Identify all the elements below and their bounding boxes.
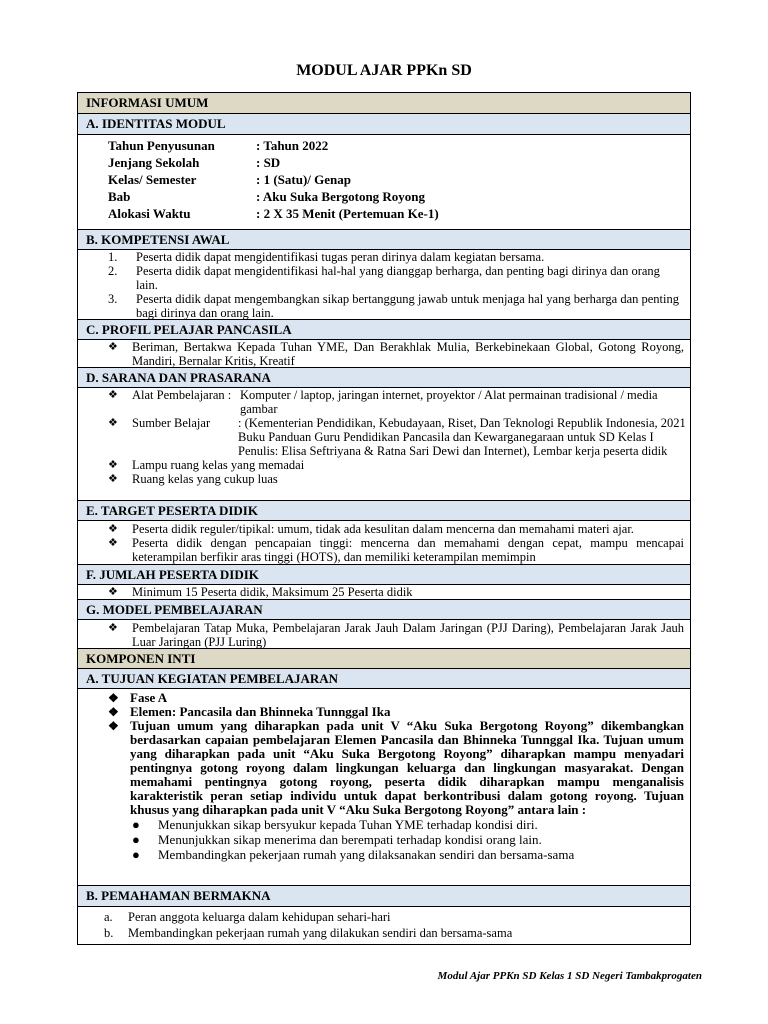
list-item: ❖ Alat Pembelajaran : Komputer / laptop, jaringan internet, proyektor / Alat permainan tradisional / media gambar: [108, 388, 658, 416]
list-item: ❖ Fase A: [108, 690, 168, 705]
list-item: ❖ Ruang kelas yang cukup luas: [108, 472, 278, 486]
tujuan-kegiatan-header: A. TUJUAN KEGIATAN PEMBELAJARAN: [78, 669, 690, 689]
page-footer: Modul Ajar PPKn SD Kelas 1 SD Negeri Tambakprogaten: [437, 970, 702, 982]
bullet-dot-icon: ●: [132, 847, 140, 862]
identitas-modul-header: A. IDENTITAS MODUL: [78, 114, 690, 135]
profil-pelajar-section: [78, 340, 690, 368]
pemahaman-bermakna-list: [78, 907, 690, 945]
komponen-inti-header: KOMPONEN INTI: [78, 649, 690, 669]
list-item: a. Peran anggota keluarga dalam kehidupan sehari-hari: [104, 910, 391, 924]
target-peserta-header: E. TARGET PESERTA DIDIK: [78, 501, 690, 521]
list-item: ❖ Peserta didik reguler/tipikal: umum, tidak ada kesulitan dalam mencerna dan memahami materi ajar.: [108, 522, 634, 536]
identitas-row: Bab : Aku Suka Bergotong Royong: [108, 189, 426, 204]
kompetensi-awal-list: [78, 250, 690, 320]
module-table: [77, 92, 691, 945]
model-pembelajaran-section: [78, 620, 690, 649]
diamond-bullet-icon: ❖: [108, 389, 118, 401]
list-item: ● Menunjukkan sikap menerima dan berempati terhadap kondisi orang lain.: [132, 832, 542, 847]
target-peserta-section: [78, 521, 690, 565]
list-item: ❖ Elemen: Pancasila dan Bhinneka Tunnggal Ika: [108, 704, 391, 719]
profil-pelajar-header: C. PROFIL PELAJAR PANCASILA: [78, 320, 690, 340]
diamond-bullet-icon: ❖: [108, 523, 118, 535]
sarana-prasarana-header: D. SARANA DAN PRASARANA: [78, 368, 690, 388]
bullet-dot-icon: ●: [132, 832, 140, 847]
tujuan-kegiatan-section: [78, 689, 690, 886]
list-item: ❖ Peserta didik dengan pencapaian tinggi: mencerna dan memahami dengan cepat, mampu mencapai keterampilan berfikir aras tinggi (HOTS), dan memiliki keterampilan memimpin: [108, 536, 684, 564]
diamond-bullet-icon: ❖: [108, 622, 118, 634]
list-item: ❖ Minimum 15 Peserta didik, Maksimum 25 Peserta didik: [108, 585, 413, 599]
diamond-bullet-icon: ❖: [108, 459, 118, 471]
list-item: 2. Peserta didik dapat mengidentifikasi hal-hal yang dianggap berharga, dan penting bagi dirinya dan orang lain.: [108, 264, 660, 292]
identitas-row: Kelas/ Semester : 1 (Satu)/ Genap: [108, 172, 351, 187]
identitas-row: Jenjang Sekolah : SD: [108, 155, 281, 170]
list-item: ● Membandingkan pekerjaan rumah yang dilaksanakan sendiri dan bersama-sama: [132, 847, 575, 862]
document-title: MODUL AJAR PPKn SD: [296, 62, 472, 79]
diamond-bullet-icon: ❖: [108, 719, 119, 733]
list-item: ❖ Sumber Belajar : (Kementerian Pendidikan, Kebudayaan, Riset, Dan Teknologi Republik Indonesia, 2021 Buku Panduan Guru Pendidikan Pancasila dan Kewarganegaraan untuk SD Kelas I Penulis: Elisa Seftriyana & Ratna Sari Dewi dan Internet), Lembar kerja peserta didik: [108, 416, 686, 458]
identitas-row: Tahun Penyusunan : Tahun 2022: [108, 138, 329, 153]
informasi-umum-header: INFORMASI UMUM: [78, 93, 690, 114]
bullet-dot-icon: ●: [132, 817, 140, 832]
list-item: ❖ Lampu ruang kelas yang memadai: [108, 458, 305, 472]
diamond-bullet-icon: ❖: [108, 537, 118, 549]
diamond-bullet-icon: ❖: [108, 417, 118, 429]
model-pembelajaran-header: G. MODEL PEMBELAJARAN: [78, 600, 690, 620]
identitas-modul-section: [78, 135, 690, 230]
list-item: ❖ Beriman, Bertakwa Kepada Tuhan YME, Dan Berakhlak Mulia, Berkebinekaan Global, Gotong Royong, Mandiri, Bernalar Kritis, Kreatif: [108, 340, 684, 368]
diamond-bullet-icon: ❖: [108, 705, 119, 719]
list-item: b. Membandingkan pekerjaan rumah yang dilakukan sendiri dan bersama-sama: [104, 926, 513, 940]
diamond-bullet-icon: ❖: [108, 586, 118, 598]
list-item: ❖ Tujuan umum yang diharapkan pada unit V “Aku Suka Bergotong Royong” dikembangkan berdasarkan capaian pembelajaran Elemen Pancasila dan Bhinneka Tunnggal Ika. Tujuan umum yang diharapkan pada unit “Aku Suka Bergotong Royong” diharapkan mampu menyadari pentingnya gotong royong dalam lingkungan keluarga dan lingkungan masyarakat. Dengan memahami pentingnya gotong royong, peserta didik diharapkan mampu menganalisis karakteristik peran setiap individu untuk dapat berkontribusi dalam gotong royong. Tujuan khusus yang diharapkan pada unit V “Aku Suka Bergotong Royong” antara lain :: [108, 718, 684, 817]
pemahaman-bermakna-header: B. PEMAHAMAN BERMAKNA: [78, 886, 690, 907]
kompetensi-awal-header: B. KOMPETENSI AWAL: [78, 230, 690, 250]
diamond-bullet-icon: ❖: [108, 473, 118, 485]
identitas-row: Alokasi Waktu : 2 X 35 Menit (Pertemuan Ke-1): [108, 206, 439, 221]
jumlah-peserta-section: [78, 585, 690, 600]
sarana-prasarana-section: [78, 388, 690, 501]
diamond-bullet-icon: ❖: [108, 691, 119, 705]
list-item: 3. Peserta didik dapat mengembangkan sikap bertanggung jawab untuk menjaga hal yang berharga dan penting bagi dirinya dan orang lain.: [108, 292, 680, 320]
list-item: ❖ Pembelajaran Tatap Muka, Pembelajaran Jarak Jauh Dalam Jaringan (PJJ Daring), Pembelajaran Jarak Jauh Luar Jaringan (PJJ Luring): [108, 621, 684, 649]
list-item: 1. Peserta didik dapat mengidentifikasi tugas peran dirinya dalam kegiatan bersama.: [108, 250, 545, 264]
jumlah-peserta-header: F. JUMLAH PESERTA DIDIK: [78, 565, 690, 585]
diamond-bullet-icon: ❖: [108, 341, 118, 353]
list-item: ● Menunjukkan sikap bersyukur kepada Tuhan YME terhadap kondisi diri.: [132, 817, 538, 832]
